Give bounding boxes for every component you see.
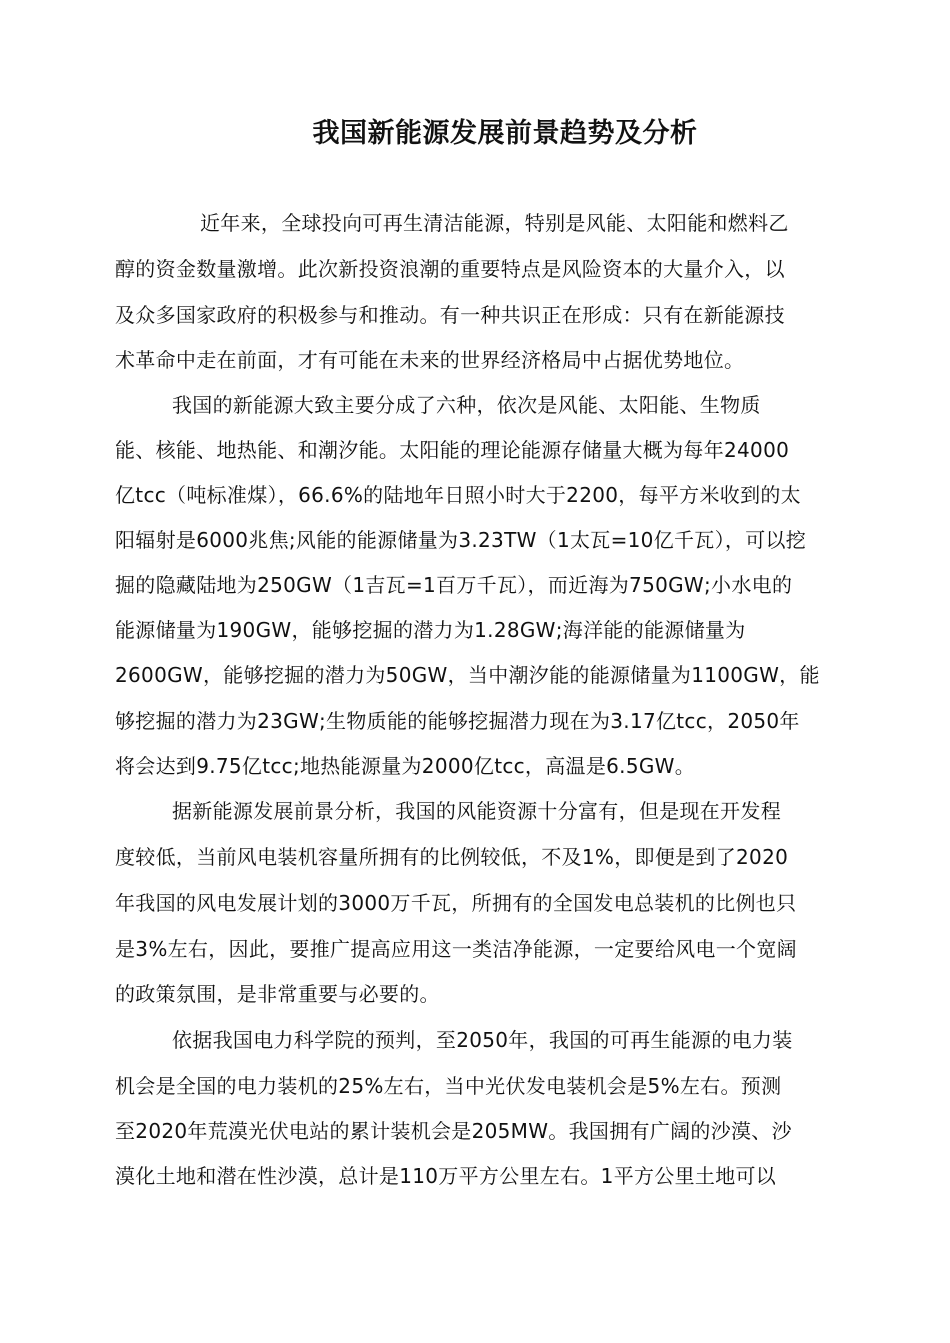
paragraph-2-line-8: 够挖掘的潜力为23GW;生物质能的能够挖掘潜力现在为3.17亿tcc，2050年 <box>115 709 800 733</box>
paragraph-2-line-2: 能、核能、地热能、和潮汐能。太阳能的理论能源存储量大概为每年24000 <box>115 438 790 462</box>
paragraph-4-line-1: 依据我国电力科学院的预判，至2050年，我国的可再生能源的电力装 <box>172 1028 793 1052</box>
paragraph-4-line-3: 至2020年荒漠光伏电站的累计装机会是205MW。我国拥有广阔的沙漠、沙 <box>115 1119 792 1143</box>
paragraph-3-line-4: 是3%左右，因此，要推广提高应用这一类洁净能源，一定要给风电一个宽阔 <box>115 937 797 961</box>
paragraph-3-line-1: 据新能源发展前景分析，我国的风能资源十分富有，但是现在开发程 <box>172 799 781 823</box>
paragraph-4-line-2: 机会是全国的电力装机的25%左右，当中光伏发电装机会是5%左右。预测 <box>115 1074 782 1098</box>
paragraph-2-line-9: 将会达到9.75亿tcc;地热能源量为2000亿tcc，高温是6.5GW。 <box>115 754 696 778</box>
document-title: 我国新能源发展前景趋势及分析 <box>312 118 698 149</box>
paragraph-2-line-4: 阳辐射是6000兆焦;风能的能源储量为3.23TW（1太瓦=10亿千瓦），可以挖 <box>115 528 807 552</box>
paragraph-2-line-1: 我国的新能源大致主要分成了六种，依次是风能、太阳能、生物质 <box>172 393 761 417</box>
paragraph-1-line-4: 术革命中走在前面，才有可能在未来的世界经济格局中占据优势地位。 <box>115 348 745 372</box>
paragraph-2-line-3: 亿tcc（吨标准煤），66.6%的陆地年日照小时大于2200，每平方米收到的太 <box>115 483 801 507</box>
paragraph-2-line-5: 掘的隐藏陆地为250GW（1吉瓦=1百万千瓦），而近海为750GW;小水电的 <box>115 573 793 597</box>
paragraph-3-line-3: 年我国的风电发展计划的3000万千瓦，所拥有的全国发电总装机的比例也只 <box>115 891 797 915</box>
paragraph-1-line-1: 近年来，全球投向可再生清洁能源，特别是风能、太阳能和燃料乙 <box>200 211 789 235</box>
paragraph-3-line-2: 度较低，当前风电装机容量所拥有的比例较低，不及1%，即便是到了2020 <box>115 845 789 869</box>
paragraph-1-line-2: 醇的资金数量激增。此次新投资浪潮的重要特点是风险资本的大量介入，以 <box>115 257 785 281</box>
paragraph-2-line-6: 能源储量为190GW，能够挖掘的潜力为1.28GW;海洋能的能源储量为 <box>115 618 746 642</box>
paragraph-1-line-3: 及众多国家政府的积极参与和推动。有一种共识正在形成：只有在新能源技 <box>115 303 785 327</box>
paragraph-2-line-7: 2600GW，能够挖掘的潜力为50GW，当中潮汐能的能源储量为1100GW，能 <box>115 663 820 687</box>
paragraph-4-line-4: 漠化土地和潜在性沙漠，总计是110万平方公里左右。1平方公里土地可以 <box>115 1164 777 1188</box>
paragraph-3-line-5: 的政策氛围，是非常重要与必要的。 <box>115 982 440 1006</box>
